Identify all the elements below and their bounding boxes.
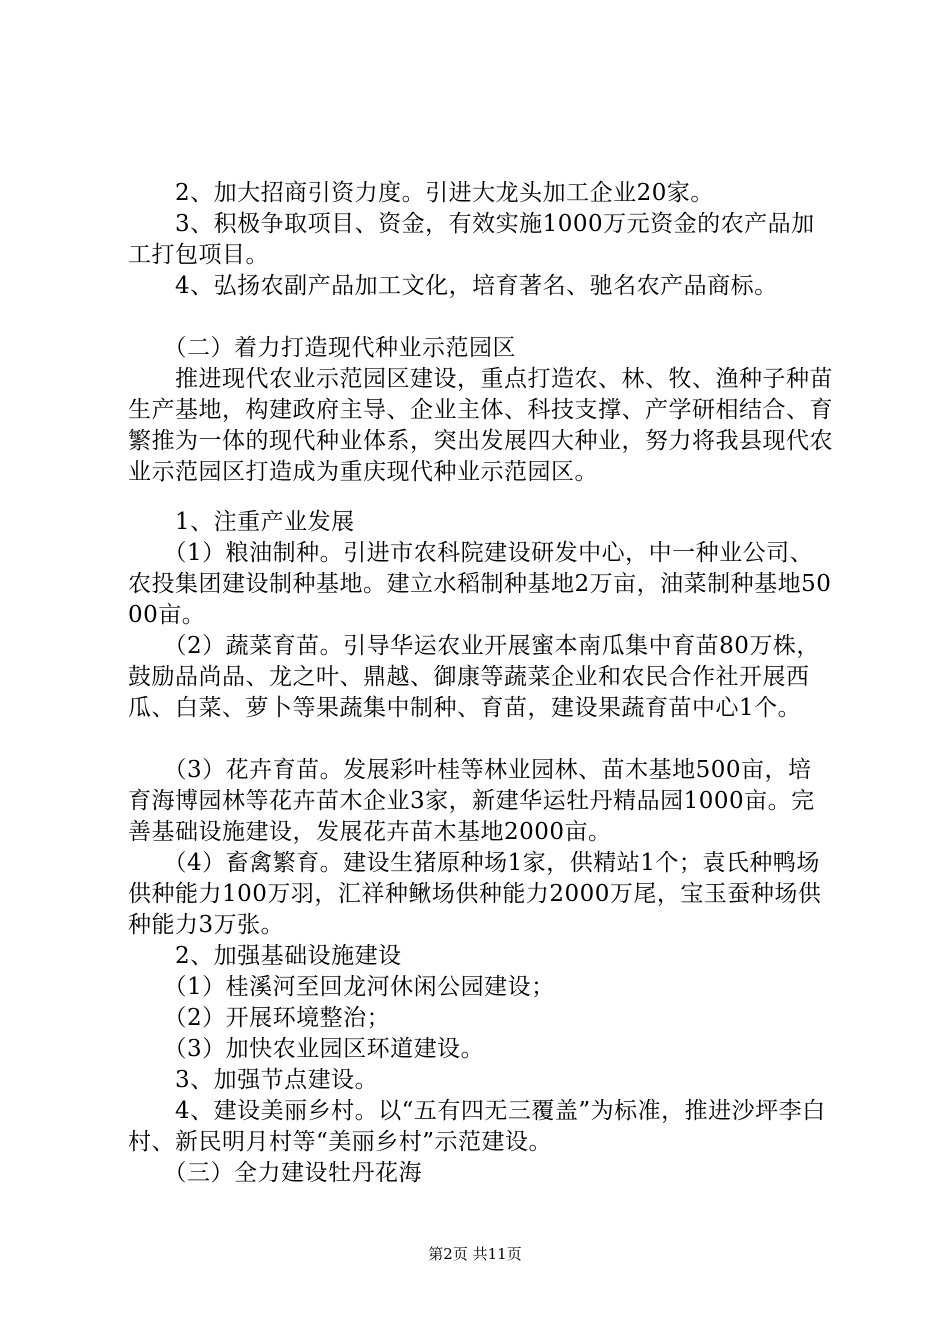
subheading-2: 2、加强基础设施建设 [128, 943, 402, 969]
paragraph-1: 2、加大招商引资力度。引进大龙头加工企业20家。 [128, 180, 714, 206]
subheading-1: 1、注重产业发展 [128, 509, 355, 535]
section-heading-2: （二）着力打造现代种业示范园区 [128, 335, 516, 361]
paragraph-6: （2）蔬菜育苗。引导华运农业开展蜜本南瓜集中育苗80万株，鼓励品尚品、龙之叶、鼎越、御康等蔬菜企业和农民合作社开展西瓜、白菜、萝卜等果蔬集中制种、育苗，建设果蔬育苗中心1个。 [128, 633, 820, 721]
list-item-1: （1）桂溪河至回龙河休闲公园建设； [128, 974, 555, 1000]
subheading-3: 3、加强节点建设。 [128, 1067, 379, 1093]
paragraph-5: （1）粮油制种。引进市农科院建设研发中心，中一种业公司、农投集团建设制种基地。建立水稻制种基地2万亩，油菜制种基地5000亩。 [128, 540, 832, 628]
paragraph-4: 推进现代农业示范园区建设，重点打造农、林、牧、渔种子种苗生产基地，构建政府主导、企业主体、科技支撑、产学研相结合、育繁推为一体的现代种业体系，突出发展四大种业，努力将我县现代农业示范园区打造成为重庆现代种业示范园区。 [128, 366, 833, 485]
paragraph-2: 3、积极争取项目、资金，有效实施1000万元资金的农产品加工打包项目。 [128, 211, 815, 268]
section-heading-3: （三）全力建设牡丹花海 [128, 1160, 422, 1186]
paragraph-8: （4）畜禽繁育。建设生猪原种场1家，供精站1个；袁氏种鸭场供种能力100万羽，汇祥种鳅场供种能力2000万尾，宝玉蚕种场供种能力3万张。 [128, 850, 822, 938]
paragraph-7: （3）花卉育苗。发展彩叶桂等林业园林、苗木基地500亩，培育海博园林等花卉苗木企业3家，新建华运牡丹精品园1000亩。完善基础设施建设，发展花卉苗木基地2000亩。 [128, 757, 815, 845]
paragraph-9: 4、建设美丽乡村。以“五有四无三覆盖”为标准，推进沙坪李白村、新民明月村等“美丽乡村”示范建设。 [128, 1098, 826, 1155]
page-number: 第2页 共11页 [428, 1245, 522, 1263]
list-item-2: （2）开展环境整治； [128, 1005, 391, 1031]
paragraph-3: 4、弘扬农副产品加工文化，培育著名、驰名农产品商标。 [128, 273, 778, 299]
list-item-3: （3）加快农业园区环道建设。 [128, 1036, 485, 1062]
